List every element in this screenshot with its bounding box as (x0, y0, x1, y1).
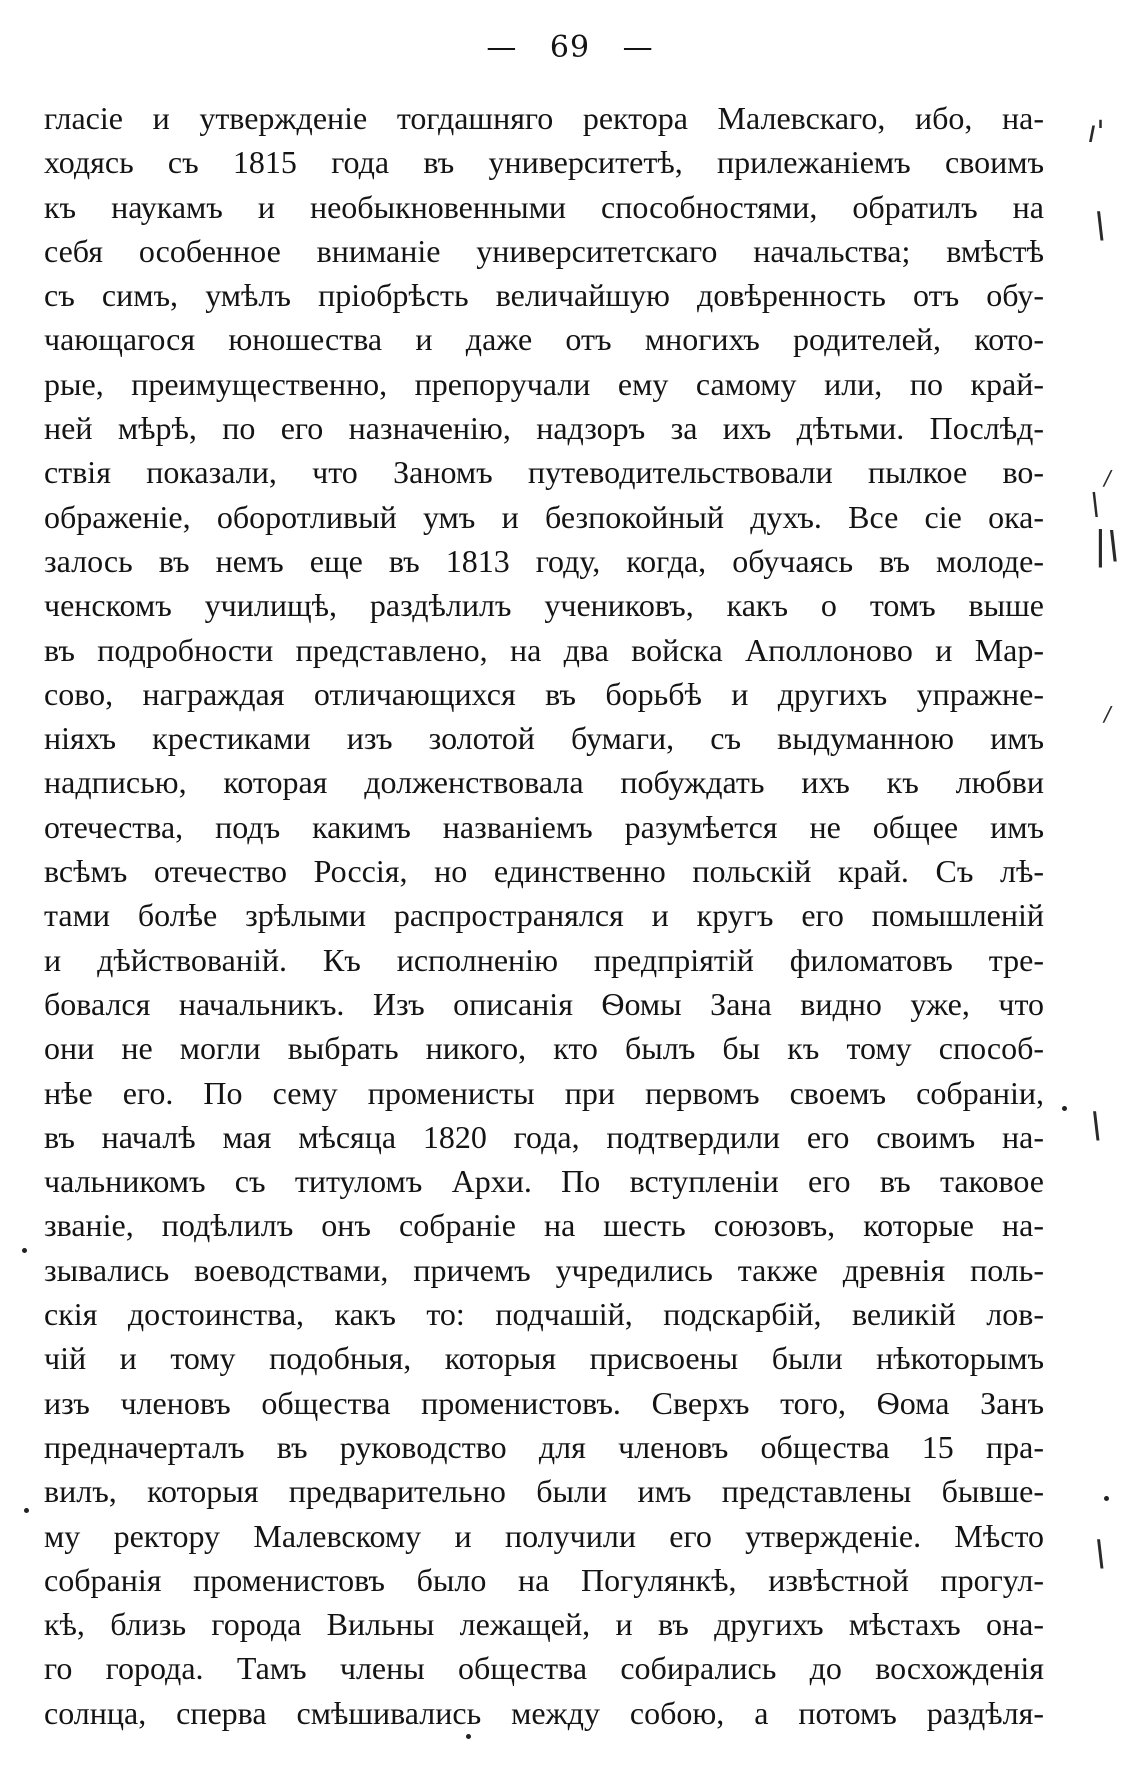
text-line: ображеніе, оборотливый умъ и безпокойный духъ. Все сіе ока- (44, 498, 1044, 535)
text-line: ченскомъ училищѣ, раздѣлилъ учениковъ, какъ о томъ выше (44, 587, 1044, 624)
body-text (44, 96, 1044, 1735)
text-line: къ наукамъ и необыкновенными способностями, обратилъ на (44, 188, 1044, 225)
header-dash-left: — (486, 30, 518, 65)
ink-dot (22, 1248, 27, 1253)
margin-mark: ı' (1088, 115, 1105, 150)
text-line: ствія показали, что Заномъ путеводительствовали пылкое во- (44, 454, 1044, 491)
margin-mark: |\ (1094, 523, 1120, 567)
text-line: зывались воеводствами, причемъ учредились также древнія поль- (44, 1251, 1044, 1288)
text-line: предначерталъ въ руководство для членовъ общества 15 пра- (44, 1428, 1044, 1465)
margin-mark: \ (1094, 1533, 1107, 1574)
text-line: надписью, которая долженствовала побуждать ихъ къ любви (44, 764, 1044, 801)
text-line: себя особенное вниманіе университетскаго начальства; вмѣстѣ (44, 232, 1044, 269)
text-line: чій и тому подобныя, которыя присвоены были нѣкоторымъ (44, 1340, 1044, 1377)
text-line: залось въ немъ еще въ 1813 году, когда, обучаясь въ молоде- (44, 542, 1044, 579)
ink-dot (24, 1508, 29, 1513)
page-header (0, 30, 1140, 65)
ink-dot (1062, 1106, 1067, 1111)
text-line: солнца, сперва смѣшивались между собою, а потомъ раздѣля- (44, 1694, 1044, 1731)
text-line: отечества, подъ какимъ названіемъ разумѣется не общее имъ (44, 808, 1044, 845)
text-line: вилъ, которыя предварительно были имъ представлены бывше- (44, 1473, 1044, 1510)
margin-mark: / (1104, 466, 1111, 490)
margin-mark: \ (1090, 487, 1101, 522)
text-line: бовался начальникъ. Изъ описанія Ѳомы Зана видно уже, что (44, 985, 1044, 1022)
text-line: скія достоинства, какъ то: подчашій, подскарбій, великій лов- (44, 1296, 1044, 1333)
text-line: тами болѣе зрѣлыми распространялся и кругъ его помышленій (44, 897, 1044, 934)
ink-dot (1104, 1496, 1109, 1501)
text-line: съ симъ, умѣлъ пріобрѣсть величайшую довѣренность отъ обу- (44, 277, 1044, 314)
ink-dot (466, 1734, 471, 1739)
text-line: въ подробности представлено, на два войска Аполлоново и Мар- (44, 631, 1044, 668)
text-line: го города. Тамъ члены общества собирались до восхожденія (44, 1650, 1044, 1687)
margin-mark: / (1104, 702, 1111, 726)
text-line: въ началѣ мая мѣсяца 1820 года, подтвердили его своимъ на- (44, 1118, 1044, 1155)
text-line: чающагося юношества и даже отъ многихъ родителей, кото- (44, 321, 1044, 358)
text-line: ней мѣрѣ, по его назначенію, надзоръ за ихъ дѣтьми. Послѣд- (44, 410, 1044, 447)
margin-mark: \ (1094, 205, 1107, 246)
margin-mark: \ (1090, 1105, 1103, 1146)
text-line: ходясь съ 1815 года въ университетѣ, прилежаніемъ своимъ (44, 144, 1044, 181)
text-line: кѣ, близь города Вильны лежащей, и въ другихъ мѣстахъ она- (44, 1606, 1044, 1643)
text-line: собранія променистовъ было на Погулянкѣ, извѣстной прогул- (44, 1561, 1044, 1598)
text-line: чальникомъ съ титуломъ Архи. По вступленіи его въ таковое (44, 1163, 1044, 1200)
text-line: му ректору Малевскому и получили его утвержденіе. Мѣсто (44, 1517, 1044, 1554)
header-dash-right: — (622, 30, 654, 65)
text-line: нѣе его. По сему променисты при первомъ своемъ собраніи, (44, 1074, 1044, 1111)
page-number: 69 (549, 30, 591, 65)
text-line: сово, награждая отличающихся въ борьбѣ и другихъ упражне- (44, 675, 1044, 712)
text-line: изъ членовъ общества променистовъ. Сверхъ того, Ѳома Занъ (44, 1384, 1044, 1421)
text-line: и дѣйствованій. Къ исполненію предпріятій филоматовъ тре- (44, 941, 1044, 978)
text-line: рые, преимущественно, препоручали ему самому или, по край- (44, 365, 1044, 402)
text-line: ніяхъ крестиками изъ золотой бумаги, съ выдуманною имъ (44, 720, 1044, 757)
text-line: гласіе и утвержденіе тогдашняго ректора Малевскаго, ибо, на- (44, 100, 1044, 136)
text-line: всѣмъ отечество Россія, но единственно польскій край. Съ лѣ- (44, 853, 1044, 890)
text-line: званіе, подѣлилъ онъ собраніе на шесть союзовъ, которые на- (44, 1207, 1044, 1244)
text-line: они не могли выбрать никого, кто былъ бы къ тому способ- (44, 1030, 1044, 1067)
